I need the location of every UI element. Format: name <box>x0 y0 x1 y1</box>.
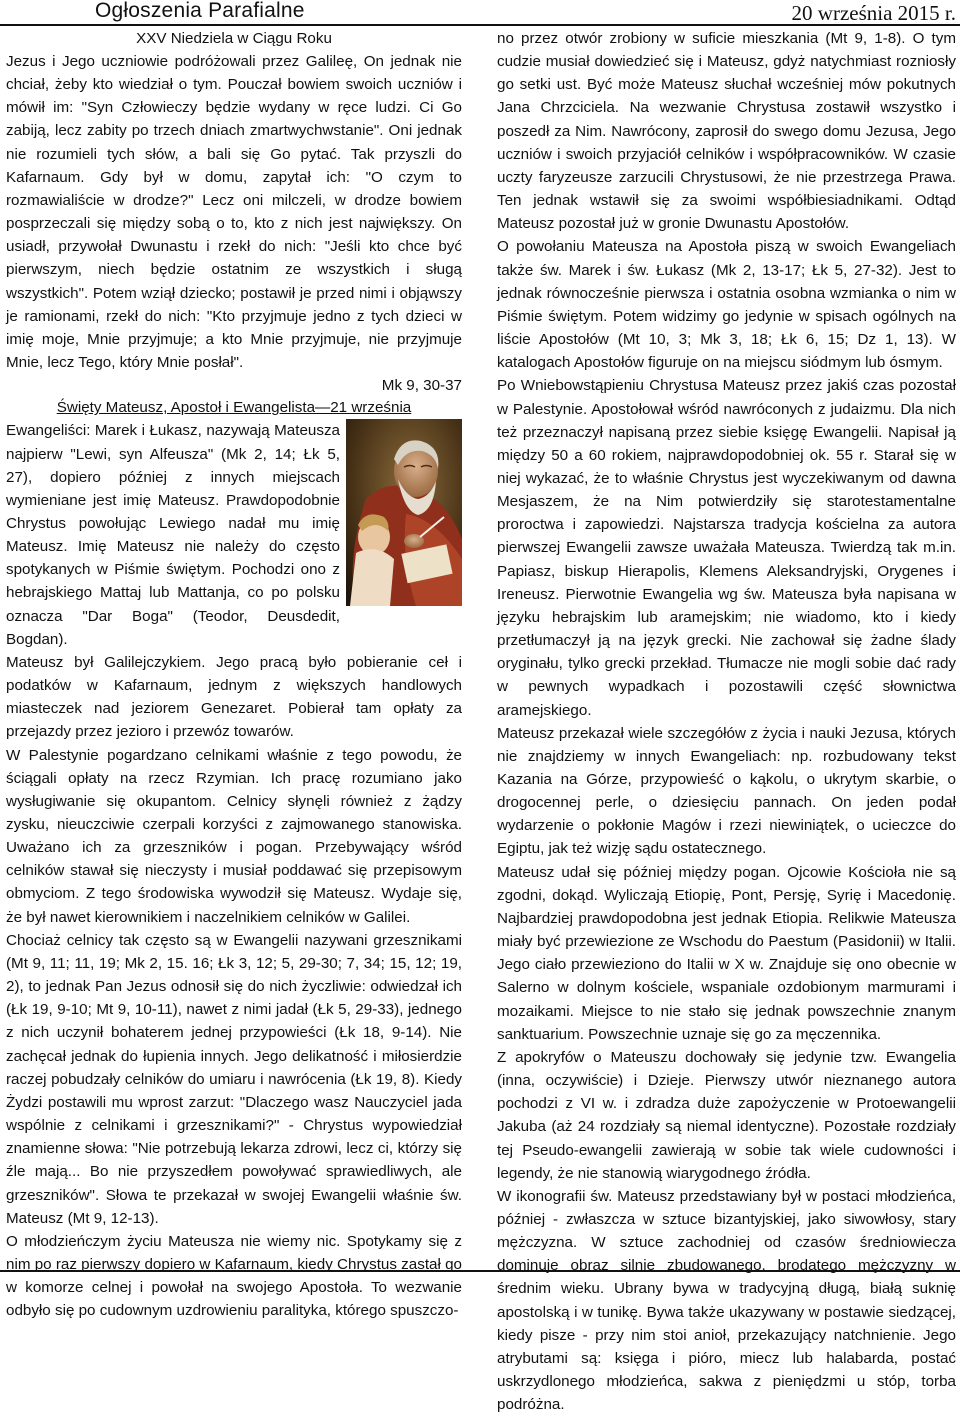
article-paragraph: O młodzieńczym życiu Mateusza nie wiemy nic. Spotykamy się z nim po raz pierwszy dopiero w Kafarnaum, kiedy Chrystus zastał go w komorze celnej i powołał na swojego Apostoła. To wezwanie odbyło się po cudownym uzdrowieniu paralityka, którego spuszczo- <box>6 1232 462 1320</box>
gospel-title: XXV Niedziela w Ciągu Roku <box>136 30 332 47</box>
gospel-text: Jezus i Jego uczniowie podróżowali przez Galileę, On jednak nie chciał, żeby kto wiedział o tym. Pouczał bowiem swoich uczniów i mówił im: "Syn Człowieczy będzie wydany w ręce ludzi. Ci Go zabiją, lecz zabity po trzech dniach zmartwychwstanie". Oni jednak nie rozumieli tych słów, a bali się Go pytać. Tak przyszli do Kafarnaum. Gdy był w domu, zapytał ich: "O czym to rozmawialiście w drodze?" Lecz oni milczeli, w drodze bowiem posprzeczali się między sobą o to, kto z nich jest największy. On usiadł, przywołał Dwunastu i rzekł do nich: "Jeśli kto chce być pierwszym, niech będzie ostatnim ze wszystkich i sługą wszystkich". Potem wziął dziecko; postawił je przed nimi i objąwszy je ramionami, rzekł do nich: "Kto przyjmuje jedno z tych dzieci w imię moje, Mnie przyjmuje; a kto Mnie przyjmuje, nie przyjmuje Mnie, lecz Tego, który Mnie posłał". <box>6 53 462 372</box>
article-paragraph: Z apokryfów o Mateuszu dochowały się jedynie tzw. Ewangelia (inna, oczywiście) i Dzieje. Pierwszy utwór nieznanego autora pochodzi z VI w. i zdradza duże zapożyczenie w Protoewangelii Jakuba (aż 24 rozdziały są niemal identyczne). Pozostałe rozdziały tej Pseudo-ewangelii zawierają w sobie tak wiele cudowności i legendy, że nie stanowią wiarygodnego źródła. <box>497 1048 956 1182</box>
header-rule <box>0 24 960 26</box>
article-paragraph: Po Wniebowstąpieniu Chrystusa Mateusz przez jakiś czas pozostał w Palestynie. Apostołował wśród nawróconych z judaizmu. Dla nich też przeznaczył napisaną przez siebie księgę Ewangelii. Napisał ją między 50 a 60 rokiem, najprawdopodobniej ok. 55 r. Starał się w niej wykazać, że to właśnie Chrystus jest wyczekiwanym od dawna Mesjaszem, że na Nim potwierdziły się starotestamentalne proroctwa i zapowiedzi. Najstarsza tradycja kościelna za autora pierwszej Ewangelii zawsze uważała Mateusza. Twierdzą tak m.in. Papiasz, biskup Hierapolis, Klemens Aleksandryjski, Orygenes i Ireneusz. Pierwotnie Ewangelia wg św. Mateusza była napisana w języku hebrajskim lub aramejskim; nie wiadomo, kto i kiedy przetłumaczył ją na język grecki. Nie zachował się żadne ślady oryginału, tylko grecki przekład. Tłumacze nie mogli sobie dać rady w pewnych wypadkach i pozostawili część słownictwa aramejskiego. <box>497 377 956 719</box>
saint-matthew-painting <box>346 419 462 606</box>
article-paragraph: Mateusz był Galilejczykiem. Jego pracą było pobieranie ceł i podatków w Kafarnaum, jednym z większych handlowych miasteczek nad jeziorem Genezaret. Pobierał tam opłaty za przejazdy przez jezioro i przewóz towarów. <box>6 653 462 741</box>
footer-rule <box>0 1270 960 1272</box>
article-paragraph: Ewangeliści: Marek i Łukasz, nazywają Mateusza najpierw "Lewi, syn Alfeusza" (Mk 2, 14; Łk 5, 27), dopiero później z innych miejscach wymieniane jest imię Mateusz. Prawdopodobnie Chrystus powołując Lewiego nadał mu imię Mateusz. Imię Mateusz nie należy do często spotykanych w Piśmie świętym. Pochodzi ono z hebrajskiego Mattaj lub Mattanja, co po polsku oznacza "Dar Boga" (Teodor, Deusdedit, Bogdan). <box>6 422 340 648</box>
article-paragraph: Mateusz przekazał wiele szczegółów z życia i nauki Jezusa, których nie znajdziemy w innych Ewangeliach: np. rozbudowany tekst Kazania na Górze, przypowieść o kąkolu, o ukrytym skarbie, o drogocennej perle, o dziesięciu pannach. On jeden podał wydarzenie o pokłonie Magów i rzezi niewiniątek, o ucieczce do Egiptu, jak też wizję sądu ostatecznego. <box>497 724 956 858</box>
article-paragraph: O powołaniu Mateusza na Apostoła piszą w swoich Ewangeliach także św. Marek i św. Łukasz (Mk 2, 13-17; Łk 5, 27-32). Jest to jednak równocześnie pierwsza i ostatnia osobna wzmianka o nim w Piśmie świętym. Potem widzimy go jedynie w spisach ogólnych na liście Apostołów (Mt 10, 3; Mk 3, 18; Łk 6, 15; Dz 1, 13). W katalogach Apostołów figuruje on na miejscu siódmym lub ósmym. <box>497 238 956 372</box>
gospel-reference: Mk 9, 30-37 <box>381 377 462 395</box>
bulletin-date: 20 września 2015 r. <box>791 1 956 25</box>
bulletin-title: Ogłoszenia Parafialne <box>95 0 305 22</box>
page-header <box>0 0 960 26</box>
article-title: Święty Mateusz, Apostoł i Ewangelista—21 września <box>56 399 412 417</box>
article-paragraph: W Palestynie pogardzano celnikami właśnie z tego powodu, że ściągali opłaty na rzecz Rzymian. Ich pracę rozumiano jako wysługiwanie się okupantom. Celnicy słynęli również z żądzy zysku, nieuczciwie czerpali korzyści z zajmowanego stanowiska. Uważano ich za grzeszników i pogan. Przebywający wśród celników stawał się nieczysty i musiał poddawać się przepisowym obmyciom. Z tego środowiska wywodził się Mateusz. Wydaje się, że był nawet kierownikiem i naczelnikiem celników w Galilei. <box>6 746 462 926</box>
article-paragraph: Chociaż celnicy tak często są w Ewangelii nazywani grzesznikami (Mt 9, 11; 11, 19; Mk 2, 15. 16; Łk 3, 12; 5, 29-30; 7, 34; 15, 12; 19, 2), to jednak Pan Jezus odnosił się do nich życzliwie: odwiedzał ich (Łk 19, 9-10; Mt 9, 10-11), nawet z nimi jadał (Łk 5, 29-33), jednego z nich uczynił bohaterem jednej przypowieści (Łk 18, 9-14). Nie zachęcał jednak do łupienia innych. Jego delikatność i miłosierdzie raczej pobudzały celników do umiaru i nawrócenia (Łk 19, 8). Kiedy Żydzi postawili mu wprost zarzut: "Dlaczego wasz Nauczyciel jada wspólnie z celnikami i grzesznikami?" - Chrystus wypowiedział znamienne słowa: "Nie potrzebują lekarza zdrowi, lecz ci, którzy się źle mają... Bo nie przyszedłem powoływać sprawiedliwych, ale grzeszników". Słowa te przekazał w swojej Ewangelii właśnie św. Mateusz (Mt 9, 12-13). <box>6 931 462 1227</box>
article-paragraph: Mateusz udał się później między pogan. Ojcowie Kościoła nie są zgodni, dokąd. Wyliczają Etiopię, Pont, Persję, Syrię i Macedonię. Najbardziej prawdopodobna jest jednak Etiopia. Relikwie Mateusza miały być przewiezione ze Wschodu do Paestum (Pasidonii) w Italii. Jego ciało przewieziono do Italii w X w. Znajduje się ono obecnie w Salerno w dolnym kościele, wspaniale ozdobionym marmurami i mozaikami. Miejsce to nie stało się jednak powszechnie znanym sanktuarium. Powszechnie uznaje się go za męczennika. <box>497 863 956 1043</box>
right-column <box>497 27 956 1416</box>
article-paragraph: no przez otwór zrobiony w suficie mieszkania (Mt 9, 1-8). O tym cudzie musiał dowiedzieć się i Mateusz, gdyż natychmiast rozniosły go setki ust. Być może Mateusz słuchał wcześniej mów pokutnych Jana Chrzciciela. Na wezwanie Chrystusa zostawił wszystko i poszedł za Nim. Nawrócony, zaprosił do swego domu Jezusa, Jego uczniów i swoich przyjaciół celników i współpracowników. W czasie uczty faryzeusze zarzucili Chrystusowi, że nie przestrzega Prawa. Ten jednak wstawił się za swoimi współbiesiadnikami. Odtąd Mateusz pozostał już w gronie Dwunastu Apostołów. <box>497 30 956 233</box>
article-paragraph: W ikonografii św. Mateusz przedstawiany był w postaci młodzieńca, później - zwłaszcza w sztuce bizantyjskiej, jako siwowłosy, stary mężczyzna. W sztuce zachodniej od czasów średniowiecza dominuje obraz silnie zbudowanego, brodatego mężczyzny w średnim wieku. Ubrany bywa w tradycyjną długą, białą suknię apostolską i w tunikę. Bywa także ukazywany w postawie siedzącej, kiedy pisze - przy nim stoi anioł, przekazujący natchnienie. Jego atrybutami są: księga i pióro, miecz lub halabarda, postać uskrzydlonego młodzieńca, sakwa z pieniędzmi u stóp, torba podróżna. <box>497 1187 956 1414</box>
left-column <box>6 27 462 1322</box>
